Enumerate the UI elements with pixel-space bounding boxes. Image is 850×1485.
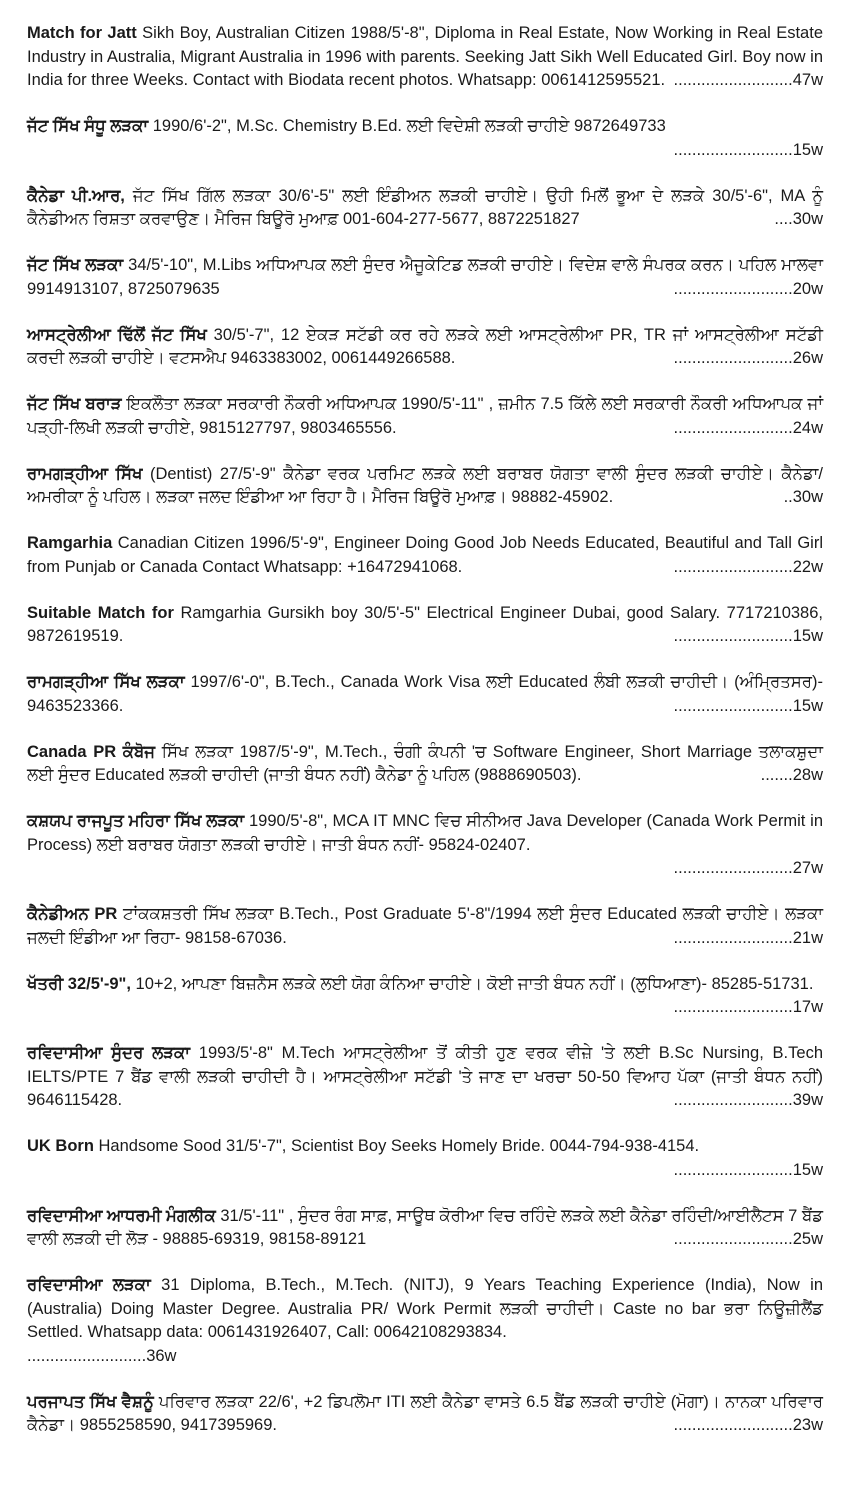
ad-text: ਇਕਲੌਤਾ ਲੜਕਾ ਸਰਕਾਰੀ ਨੌਕਰੀ ਅਧਿਆਪਕ 1990/5'-11" , ਜ਼ਮੀਨ 7.5 ਕਿੱਲੇ ਲਈ ਸਰਕਾਰੀ ਨੌਕਰੀ ਅਧਿਆਪਕ ਜਾਂ ਪੜ੍ਹੀ-ਲਿਖੀ ਲੜਕੀ ਚਾਹੀਏ, 9815127797, 9803465556. (27, 395, 823, 437)
ad-19 (27, 1391, 823, 1438)
ad-3 (27, 185, 823, 232)
ad-price: ..........................17w (673, 998, 823, 1016)
ad-heading: ਜੱਟ ਸਿੱਖ ਲੜਕਾ (27, 256, 124, 274)
ad-11 (27, 741, 823, 788)
ad-text: ਪਰਿਵਾਰ ਲੜਕਾ 22/6', +2 ਡਿਪਲੋਮਾ ITI ਲਈ ਕੈਨੇਡਾ ਵਾਸਤੇ 6.5 ਬੈਂਡ ਲੜਕੀ ਚਾਹੀਏ (ਮੋਗਾ)। ਨਾਨਕਾ ਪਰਿਵਾਰ ਕੈਨੇਡਾ। 9855258590, 9417395969. (27, 1392, 824, 1434)
ad-7 (27, 463, 823, 510)
ad-text: ਸਿੱਖ ਲੜਕਾ 1987/5'-9", M.Tech., ਚੰਗੀ ਕੰਪਨੀ 'ਚ Software Engineer, Short Marriage ਤਲਾਕਸ਼ੁਦਾ ਲਈ ਸੁੰਦਰ Educated ਲੜਕੀ ਚਾਹੀਦੀ (ਜਾਤੀ ਬੰਧਨ ਨਹੀਂ) ਕੈਨੇਡਾ ਨੂੰ ਪਹਿਲ (9888690503). (27, 742, 823, 784)
ad-heading: ਖੱਤਰੀ 32/5'-9", (27, 974, 131, 993)
ad-heading: UK Born (27, 1137, 94, 1155)
ad-text: Canadian Citizen 1996/5'-9", Engineer Doing Good Job Needs Educated, Beautiful and Tall Girl from Punjab or Canada Contact Whatsapp: +16472941068. (27, 534, 823, 576)
ad-text: Ramgarhia Gursikh boy 30/5'-5" Electrical Engineer Dubai, good Salary. 7717210386, 9872619519. (27, 603, 823, 645)
ad-text: 1997/6'-0", B.Tech., Canada Work Visa ਲਈ Educated ਲੰਬੀ ਲੜਕੀ ਚਾਹੀਦੀ। (ਅੰਮ੍ਰਿਤਸਰ)- 9463523366. (27, 673, 824, 715)
ad-heading: ਰਵਿਦਾਸੀਆ ਸੁੰਦਰ ਲੜਕਾ (27, 1044, 190, 1062)
ad-10 (27, 671, 823, 718)
ad-6 (27, 393, 823, 440)
ad-heading: Canada PR ਕੰਬੋਜ (27, 742, 156, 761)
ad-heading: ਰਾਮਗੜ੍ਹੀਆ ਸਿੱਖ (27, 464, 143, 483)
ad-heading: ਆਸਟ੍ਰੇਲੀਆ ਢਿੱਲੋਂ ਜੱਟ ਸਿੱਖ (27, 325, 207, 344)
ad-text: 31 Diploma, B.Tech., M.Tech. (NITJ), 9 Years Teaching Experience (India), Now in (Australia) Doing Master Degree. Australia PR/ Work Permit ਲੜਕੀ ਚਾਹੀਦੀ। Caste no bar ਭਰਾ ਨਿਊਜ਼ੀਲੈਂਡ Settled. Whatsapp data: 0061431926407, Call: 00642108293834. (27, 1276, 823, 1341)
ad-text: 34/5'-10", M.Libs ਅਧਿਆਪਕ ਲਈ ਸੁੰਦਰ ਐਜੂਕੇਟਿਡ ਲੜਕੀ ਚਾਹੀਏ। ਵਿਦੇਸ਼ ਵਾਲੇ ਸੰਪਰਕ ਕਰਨ। ਪਹਿਲ ਮਾਲਵਾ 9914913107, 8725079635 (27, 256, 823, 298)
ad-price: ..30w (783, 488, 823, 506)
ad-price: ..........................21w (673, 928, 823, 947)
ad-text: ਜੱਟ ਸਿੱਖ ਗਿੱਲ ਲੜਕਾ 30/6'-5" ਲਈ ਇੰਡੀਅਨ ਲੜਕੀ ਚਾਹੀਏ। ਉਹੀ ਮਿਲੋਂ ਭੂਆ ਦੇ ਲੜਕੇ 30/5'-6", MA ਨੂੰ ਕੈਨੇਡੀਅਨ ਰਿਸ਼ਤਾ ਕਰਵਾਉਣ। ਮੈਰਿਜ ਬਿਊਰੋ ਮੁਆਫ਼ 001-604-277-5677, 8872251827 (27, 186, 824, 228)
ad-16 (27, 1135, 823, 1182)
ad-text: 30/5'-7", 12 ਏਕੜ ਸਟੱਡੀ ਕਰ ਰਹੇ ਲੜਕੇ ਲਈ ਆਸਟ੍ਰੇਲੀਆ PR, TR ਜਾਂ ਆਸਟ੍ਰੇਲੀਆ ਸਟੱਡੀ ਕਰਦੀ ਲੜਕੀ ਚਾਹੀਏ। ਵਟਸਐਪ 9463383002, 0061449266588. (27, 325, 823, 367)
ad-price: ..........................15w (673, 140, 823, 159)
ad-text: Handsome Sood 31/5'-7", Scientist Boy Seeks Homely Bride. 0044-794-938-4154. (98, 1137, 700, 1155)
ad-price: ..........................20w (673, 279, 823, 298)
ad-13 (27, 903, 823, 950)
ad-price: ....30w (774, 210, 823, 228)
ad-price: ..........................27w (673, 859, 823, 877)
ad-9 (27, 602, 823, 649)
ad-price: ..........................23w (673, 1416, 823, 1434)
ad-heading: Ramgarhia (27, 534, 113, 552)
ad-price: .......28w (760, 766, 823, 784)
ad-text: Sikh Boy, Australian Citizen 1988/5'-8", Diploma in Real Estate, Now Working in Real Estate Industry in Australia, Migrant Australia in 1996 with parents. Seeking Jatt Sikh Well Educated Girl. Boy now in India for three Weeks. Contact with Biodata recent photos. Whatsapp: 0061412595521. (27, 24, 823, 89)
ad-heading: ਕੈਨੇਡੀਅਨ PR (27, 905, 118, 923)
ad-price: ..........................24w (673, 418, 823, 437)
ad-price: ..........................47w (673, 71, 823, 89)
ad-text: (Dentist) 27/5'-9" ਕੈਨੇਡਾ ਵਰਕ ਪਰਮਿਟ ਲੜਕੇ ਲਈ ਬਰਾਬਰ ਯੋਗਤਾ ਵਾਲੀ ਸੁੰਦਰ ਲੜਕੀ ਚਾਹੀਏ। ਕੈਨੇਡਾ/ਅਮਰੀਕਾ ਨੂੰ ਪਹਿਲ। ਲੜਕਾ ਜਲਦ ਇੰਡੀਆ ਆ ਰਿਹਾ ਹੈ। ਮੈਰਿਜ ਬਿਊਰੋ ਮੁਆਫ਼। 98882-45902. (27, 464, 823, 506)
ad-heading: ਰਵਿਦਾਸੀਆ ਲੜਕਾ (27, 1276, 151, 1294)
ad-price: ..........................15w (673, 1160, 823, 1179)
ad-price: ..........................39w (673, 1091, 823, 1109)
ad-4 (27, 254, 823, 301)
ad-1 (27, 22, 823, 93)
ad-heading: ਜੱਟ ਸਿੱਖ ਬਰਾੜ (27, 395, 122, 413)
ad-price: ..........................36w (27, 1346, 177, 1365)
ad-text: 1993/5'-8" M.Tech ਆਸਟ੍ਰੇਲੀਆ ਤੋਂ ਕੀਤੀ ਹੁਣ ਵਰਕ ਵੀਜ਼ੇ 'ਤੇ ਲਈ B.Sc Nursing, B.Tech IELTS/PTE 7 ਬੈਂਡ ਵਾਲੀ ਲੜਕੀ ਚਾਹੀਦੀ ਹੈ। ਆਸਟ੍ਰੇਲੀਆ ਸਟੱਡੀ 'ਤੇ ਜਾਣ ਦਾ ਖਰਚਾ 50-50 ਵਿਆਹ ਪੱਕਾ (ਜਾਤੀ ਬੰਧਨ ਨਹੀਂ) 9646115428. (27, 1044, 823, 1109)
ad-12 (27, 810, 823, 881)
ad-price: ..........................15w (673, 627, 823, 645)
ad-heading: ਪਰਜਾਪਤ ਸਿੱਖ ਵੈਸ਼ਨੂੰ (27, 1392, 154, 1411)
ad-14 (27, 973, 823, 1020)
ad-price: ..........................15w (673, 696, 823, 715)
ad-2 (27, 115, 823, 162)
ad-text: ਟਾਂਕਕਸ਼ਤਰੀ ਸਿੱਖ ਲੜਕਾ B.Tech., Post Graduate 5'-8"/1994 ਲਈ ਸੁੰਦਰ Educated ਲੜਕੀ ਚਾਹੀਏ। ਲੜਕਾ ਜਲਦੀ ਇੰਡੀਆ ਆ ਰਿਹਾ- 98158-67036. (27, 905, 823, 947)
ad-heading: Suitable Match for (27, 603, 174, 622)
ad-heading: ਕੈਨੇਡਾ ਪੀ.ਆਰ, (27, 186, 125, 205)
ad-heading: ਰਵਿਦਾਸੀਆ ਆਧਰਮੀ ਮੰਗਲੀਕ (27, 1206, 216, 1225)
ad-18 (27, 1274, 823, 1368)
ad-price: ..........................22w (673, 557, 823, 576)
ad-heading: ਜੱਟ ਸਿੱਖ ਸੰਧੂ ਲੜਕਾ (27, 117, 149, 135)
ad-text: 31/5'-11" , ਸੁੰਦਰ ਰੰਗ ਸਾਫ਼, ਸਾਊਥ ਕੋਰੀਆ ਵਿਚ ਰਹਿੰਦੇ ਲੜਕੇ ਲਈ ਕੈਨੇਡਾ ਰਹਿੰਦੀ/ਆਈਲੈਟਸ 7 ਬੈਂਡ ਵਾਲੀ ਲੜਕੀ ਦੀ ਲੋੜ - 98885-69319, 98158-89121 (27, 1206, 823, 1248)
ad-17 (27, 1205, 823, 1252)
ad-8 (27, 532, 823, 579)
ad-price: ..........................26w (673, 349, 823, 367)
ad-text: 1990/5'-8", MCA IT MNC ਵਿਚ ਸੀਨੀਅਰ Java Developer (Canada Work Permit in Process) ਲਈ ਬਰਾਬਰ ਯੋਗਤਾ ਲੜਕੀ ਚਾਹੀਏ। ਜਾਤੀ ਬੰਧਨ ਨਹੀਂ- 95824-02407. (27, 812, 823, 854)
ad-5 (27, 324, 823, 371)
ad-heading: Match for Jatt (27, 24, 137, 42)
ad-text: 10+2, ਆਪਣਾ ਬਿਜ਼ਨੈਸ ਲੜਕੇ ਲਈ ਯੋਗ ਕੰਨਿਆ ਚਾਹੀਏ। ਕੋਈ ਜਾਤੀ ਬੰਧਨ ਨਹੀਂ। (ਲੁਧਿਆਣਾ)- 85285-51731. (135, 974, 814, 993)
ad-heading: ਕਸ਼ਯਪ ਰਾਜਪੂਤ ਮਹਿਰਾ ਸਿੱਖ ਲੜਕਾ (27, 812, 245, 830)
ad-15 (27, 1042, 823, 1113)
ad-price: ..........................25w (673, 1230, 823, 1248)
ad-text: 1990/6'-2", M.Sc. Chemistry B.Ed. ਲਈ ਵਿਦੇਸ਼ੀ ਲੜਕੀ ਚਾਹੀਏ 9872649733 (152, 117, 666, 135)
ad-heading: ਰਾਮਗੜ੍ਹੀਆ ਸਿੱਖ ਲੜਕਾ (27, 673, 185, 691)
